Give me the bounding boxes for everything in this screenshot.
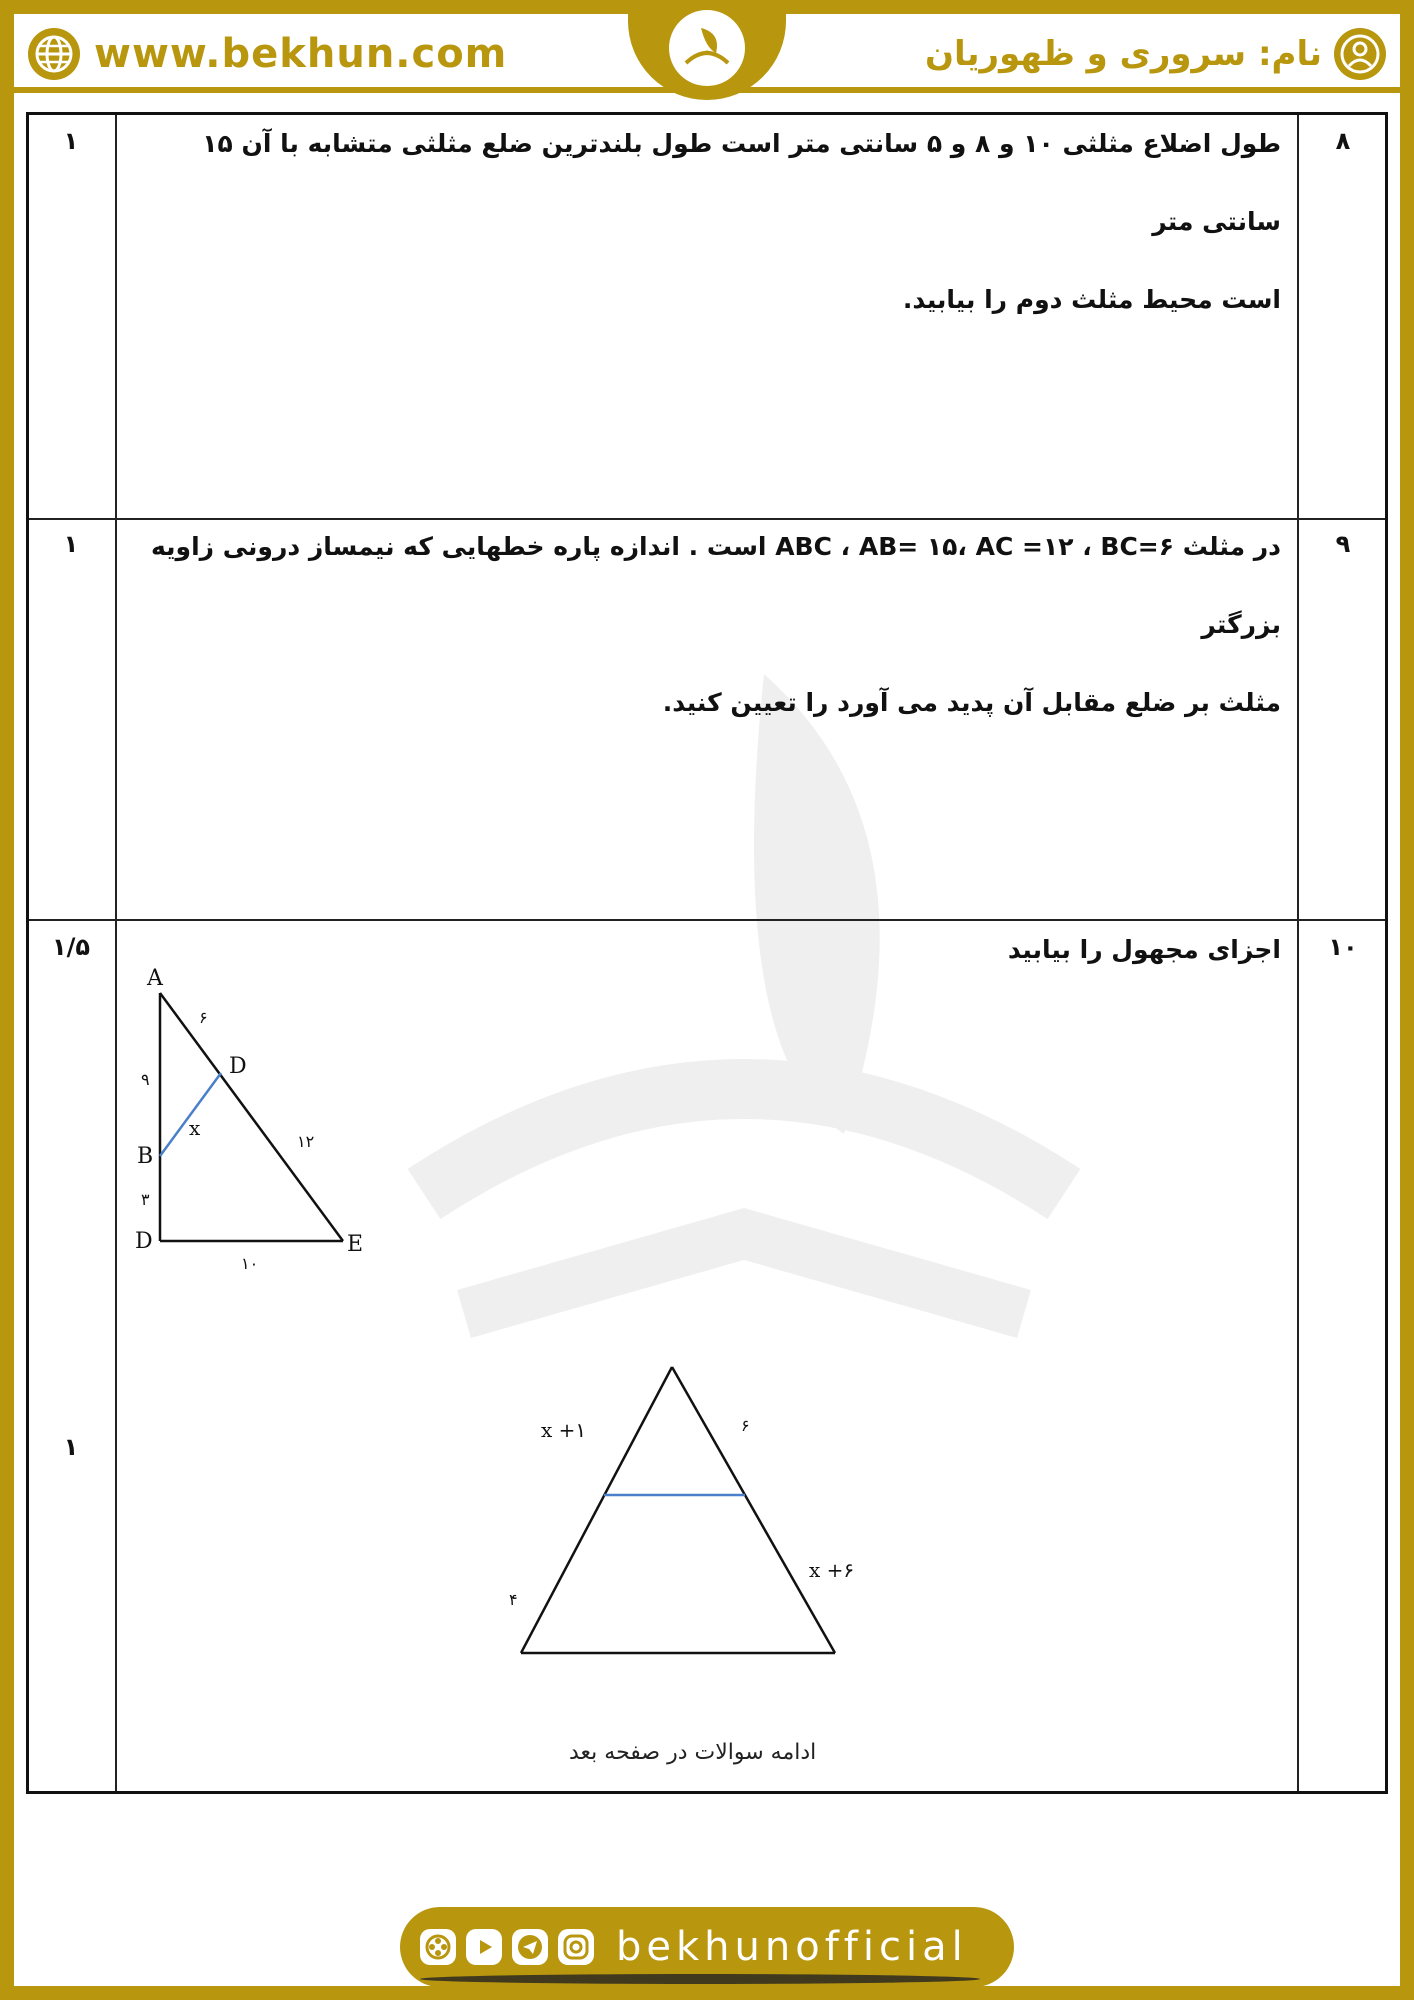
- question-score: ۱: [63, 530, 79, 558]
- score-column-divider: [115, 115, 117, 1791]
- triangle-figure-2: [509, 1355, 929, 1675]
- name-label: نام: سروری و ظهوریان: [924, 34, 1322, 74]
- instagram-icon[interactable]: [558, 1929, 594, 1965]
- question-number: ۱۰: [1328, 933, 1358, 961]
- number-column-divider: [1297, 115, 1299, 1791]
- questions-table: [26, 112, 1388, 1794]
- label-x: x: [189, 1116, 201, 1140]
- question-line: است محیط مثلث دوم را بیابید.: [902, 285, 1281, 314]
- question-score: ۱/۵: [51, 933, 91, 961]
- user-circle-icon: [1334, 28, 1386, 80]
- label-AD: ۶: [199, 1008, 208, 1027]
- label-top-right: ۶: [741, 1416, 750, 1435]
- question-line: در مثلث ABC ، AB= ۱۵، AC =۱۲ ، BC=۶ است . اندازه پاره خطهایی که نیمساز درونی زاویه بزرگتر: [151, 532, 1281, 639]
- continue-note: ادامه سوالات در صفحه بعد: [569, 1740, 817, 1765]
- globe-icon: [28, 28, 80, 80]
- label-E: E: [347, 1232, 364, 1257]
- website-url[interactable]: www.bekhun.com: [94, 31, 508, 77]
- bekhun-logo-icon: [628, 0, 786, 100]
- question-line: طول اضلاع مثلثی ۱۰ و ۸ و ۵ سانتی متر است طول بلندترین ضلع مثلثی متشابه با آن ۱۵ سانتی متر: [202, 129, 1281, 236]
- label-bottom-left: ۴: [509, 1590, 518, 1609]
- telegram-icon[interactable]: [512, 1929, 548, 1965]
- label-hyp: ۱۲: [297, 1132, 315, 1151]
- header-divider: [14, 87, 1400, 93]
- question-text: [131, 105, 1281, 339]
- label-top-left: x +۱: [541, 1418, 587, 1442]
- question-score-part2: ۱: [63, 1433, 79, 1461]
- label-bottom-right: x +۶: [809, 1558, 855, 1582]
- page: [14, 14, 1400, 1986]
- question-line: اجزای مجهول را بیابید: [1007, 935, 1281, 964]
- student-name-block: [925, 28, 1386, 80]
- social-handle[interactable]: bekhunofficial: [616, 1924, 968, 1970]
- aparat-icon[interactable]: [420, 1929, 456, 1965]
- label-D-top: D: [229, 1054, 247, 1079]
- question-number: ۹: [1335, 530, 1351, 558]
- question-text: [131, 508, 1281, 742]
- question-score: ۱: [63, 127, 79, 155]
- label-AB: ۹: [141, 1070, 150, 1089]
- footer-shadow: [420, 1974, 980, 1984]
- label-A: A: [147, 966, 163, 991]
- label-base: ۱۰: [241, 1254, 259, 1273]
- label-BD: ۳: [141, 1190, 150, 1209]
- website-block[interactable]: [28, 28, 507, 80]
- triangle-figure-1: [129, 951, 369, 1281]
- question-line: مثلث بر ضلع مقابل آن پدید می آورد را تعیین کنید.: [662, 688, 1281, 717]
- youtube-icon[interactable]: [466, 1929, 502, 1965]
- label-B: B: [137, 1144, 154, 1169]
- label-D-bottom: D: [135, 1229, 153, 1254]
- question-number: ۸: [1335, 127, 1351, 155]
